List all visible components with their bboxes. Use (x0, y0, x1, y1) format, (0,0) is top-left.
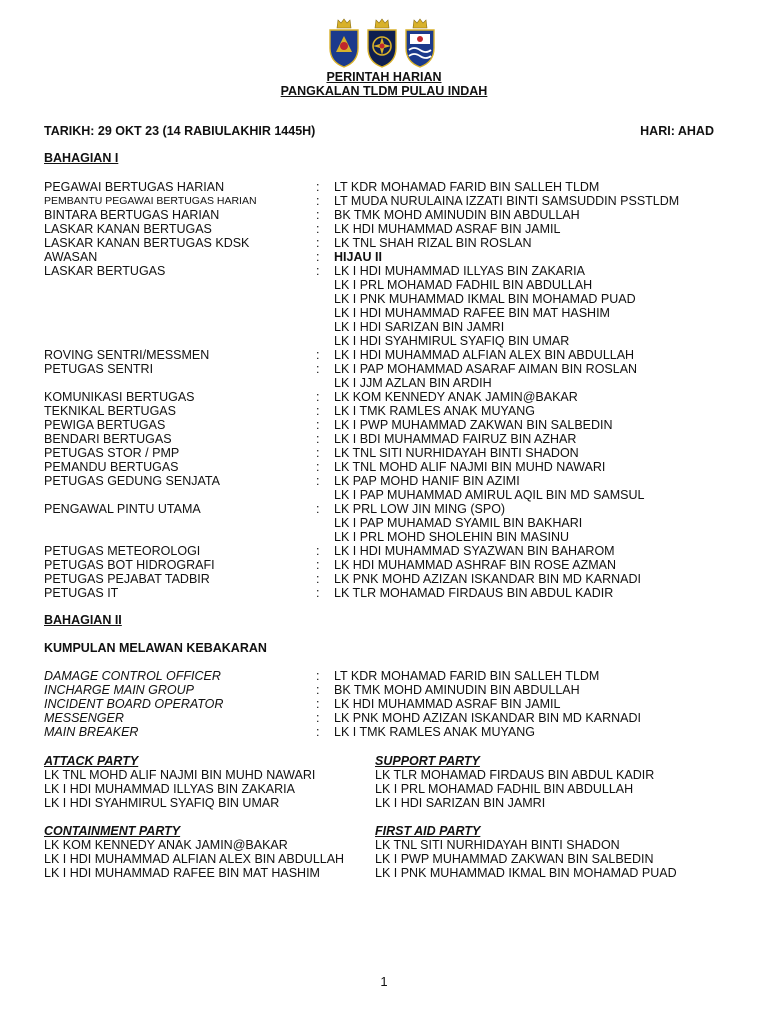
crest-group (326, 18, 438, 68)
roster-role-label: LASKAR KANAN BERTUGAS KDSK (44, 236, 250, 250)
roster-assignee: LK I HDI SYAHMIRUL SYAFIQ BIN UMAR (334, 334, 570, 348)
roster-colon: : (316, 558, 320, 572)
section-heading-bahagian-1: BAHAGIAN I (44, 151, 119, 165)
roster-assignee: LK I HDI MUHAMMAD ILLYAS BIN ZAKARIA (334, 264, 585, 278)
date-line (44, 124, 714, 138)
roster-colon: : (316, 362, 320, 376)
duty-roster-list-continued (44, 502, 744, 600)
roster-row (44, 432, 744, 446)
roster-row (44, 544, 744, 558)
roster-assignee: LK PNK MOHD AZIZAN ISKANDAR BIN MD KARNADI (334, 711, 641, 725)
roster-row (44, 502, 744, 516)
roster-colon: : (316, 236, 320, 250)
party-member: LK I HDI MUHAMMAD RAFEE BIN MAT HASHIM (44, 866, 320, 880)
roster-role-label: PETUGAS IT (44, 586, 119, 600)
roster-assignee: LK I HDI MUHAMMAD ALFIAN ALEX BIN ABDULLAH (334, 348, 635, 362)
party-member: LK I PRL MOHAMAD FADHIL BIN ABDULLAH (375, 782, 634, 796)
roster-assignee: LK HDI MUHAMMAD ASRAF BIN JAMIL (334, 222, 561, 236)
roster-colon (316, 306, 334, 320)
roster-row (44, 488, 744, 502)
roster-role-label: PETUGAS SENTRI (44, 362, 154, 376)
roster-assignee: LK TNL SHAH RIZAL BIN ROSLAN (334, 236, 532, 250)
roster-role-label: BINTARA BERTUGAS HARIAN (44, 208, 220, 222)
roster-assignee: LK KOM KENNEDY ANAK JAMIN@BAKAR (334, 390, 578, 404)
roster-colon (316, 530, 334, 544)
navy-crest-icon (364, 18, 400, 68)
roster-row (44, 362, 744, 376)
roster-assignee: HIJAU II (334, 250, 382, 264)
roster-row (44, 208, 744, 222)
duty-roster-list (44, 180, 744, 502)
roster-assignee: LK I PNK MUHAMMAD IKMAL BIN MOHAMAD PUAD (334, 292, 636, 306)
roster-role-label (44, 334, 316, 348)
roster-role-label: DAMAGE CONTROL OFFICER (44, 669, 221, 683)
roster-assignee: LK TNL MOHD ALIF NAJMI BIN MUHD NAWARI (334, 460, 606, 474)
roster-role-label: MESSENGER (44, 711, 124, 725)
party-name: SUPPORT PARTY (375, 754, 480, 768)
roster-colon: : (316, 502, 320, 516)
roster-row (44, 278, 744, 292)
roster-role-label (44, 278, 316, 292)
roster-row (44, 697, 744, 711)
roster-colon: : (316, 683, 320, 697)
roster-assignee: LK I TMK RAMLES ANAK MUYANG (334, 725, 535, 739)
roster-role-label (44, 306, 316, 320)
roster-colon: : (316, 222, 320, 236)
section-heading-bahagian-2: BAHAGIAN II (44, 613, 122, 627)
roster-row (44, 530, 744, 544)
roster-assignee: LT MUDA NURULAINA IZZATI BINTI SAMSUDDIN PSSTLDM (334, 194, 680, 208)
roster-assignee: LK I HDI MUHAMMAD RAFEE BIN MAT HASHIM (334, 306, 610, 320)
roster-colon (316, 516, 334, 530)
roster-assignee: LK PRL LOW JIN MING (SPO) (334, 502, 506, 516)
roster-assignee: LK I PAP MOHAMMAD ASARAF AIMAN BIN ROSLAN (334, 362, 638, 376)
roster-colon: : (316, 432, 320, 446)
roster-colon (316, 376, 334, 390)
party-name: FIRST AID PARTY (375, 824, 481, 838)
roster-colon: : (316, 348, 320, 362)
roster-row (44, 516, 744, 530)
party-name: CONTAINMENT PARTY (44, 824, 181, 838)
roster-assignee: LK HDI MUHAMMAD ASHRAF BIN ROSE AZMAN (334, 558, 616, 572)
party-member: LK TLR MOHAMAD FIRDAUS BIN ABDUL KADIR (375, 768, 655, 782)
roster-role-label: MAIN BREAKER (44, 725, 139, 739)
roster-role-label: INCHARGE MAIN GROUP (44, 683, 195, 697)
navy-crest-icon (402, 18, 438, 68)
party-member: LK I PNK MUHAMMAD IKMAL BIN MOHAMAD PUAD (375, 866, 677, 880)
roster-row (44, 586, 744, 600)
roster-row (44, 250, 744, 264)
roster-row (44, 572, 744, 586)
roster-role-label: BENDARI BERTUGAS (44, 432, 172, 446)
roster-assignee: LK I HDI MUHAMMAD SYAZWAN BIN BAHAROM (334, 544, 615, 558)
party-member: LK KOM KENNEDY ANAK JAMIN@BAKAR (44, 838, 288, 852)
roster-colon: : (316, 697, 320, 711)
party-member: LK I HDI MUHAMMAD ALFIAN ALEX BIN ABDULLAH (44, 852, 345, 866)
roster-role-label (44, 320, 316, 334)
roster-row (44, 711, 744, 725)
roster-role-label: AWASAN (44, 250, 98, 264)
party-member: LK TNL SITI NURHIDAYAH BINTI SHADON (375, 838, 620, 852)
roster-assignee: LK I BDI MUHAMMAD FAIRUZ BIN AZHAR (334, 432, 577, 446)
roster-role-label (44, 516, 316, 530)
firefighting-roles-list (44, 669, 744, 739)
roster-row (44, 725, 744, 739)
roster-assignee: LK I JJM AZLAN BIN ARDIH (334, 376, 492, 390)
roster-role-label: INCIDENT BOARD OPERATOR (44, 697, 224, 711)
party-member: LK I HDI SARIZAN BIN JAMRI (375, 796, 546, 810)
roster-row (44, 236, 744, 250)
roster-assignee: LK I PAP MUHAMAD SYAMIL BIN BAKHARI (334, 516, 583, 530)
roster-row (44, 194, 744, 208)
roster-role-label: LASKAR BERTUGAS (44, 264, 166, 278)
day-label: HARI: AHAD (640, 124, 714, 138)
roster-assignee: LK TLR MOHAMAD FIRDAUS BIN ABDUL KADIR (334, 586, 614, 600)
roster-assignee: LK HDI MUHAMMAD ASRAF BIN JAMIL (334, 697, 561, 711)
section-subheading-firefighting: KUMPULAN MELAWAN KEBAKARAN (44, 641, 267, 655)
navy-crest-icon (326, 18, 362, 68)
roster-row (44, 669, 744, 683)
roster-assignee: LK PAP MOHD HANIF BIN AZIMI (334, 474, 520, 488)
roster-assignee: LT KDR MOHAMAD FARID BIN SALLEH TLDM (334, 180, 600, 194)
roster-role-label: PETUGAS STOR / PMP (44, 446, 180, 460)
roster-role-label: PEGAWAI BERTUGAS HARIAN (44, 180, 225, 194)
roster-colon: : (316, 194, 320, 208)
roster-colon: : (316, 669, 320, 683)
roster-colon: : (316, 572, 320, 586)
roster-row (44, 376, 744, 390)
roster-role-label (44, 292, 316, 306)
roster-role-label: PETUGAS METEOROLOGI (44, 544, 201, 558)
roster-role-label: ROVING SENTRI/MESSMEN (44, 348, 210, 362)
roster-colon: : (316, 404, 320, 418)
roster-colon (316, 320, 334, 334)
roster-colon: : (316, 544, 320, 558)
roster-colon: : (316, 474, 320, 488)
roster-role-label (44, 376, 316, 390)
roster-colon (316, 292, 334, 306)
roster-colon (316, 334, 334, 348)
roster-colon: : (316, 586, 320, 600)
roster-row (44, 222, 744, 236)
roster-colon: : (316, 250, 320, 264)
date-label: TARIKH: 29 OKT 23 (14 RABIULAKHIR 1445H) (44, 124, 316, 138)
roster-colon (316, 488, 334, 502)
roster-assignee: LK I PRL MOHAMAD FADHIL BIN ABDULLAH (334, 278, 593, 292)
roster-colon: : (316, 460, 320, 474)
roster-row (44, 348, 744, 362)
roster-row (44, 558, 744, 572)
roster-row (44, 460, 744, 474)
roster-colon (316, 278, 334, 292)
party-attack (44, 754, 374, 810)
roster-colon: : (316, 418, 320, 432)
roster-role-label: PEMANDU BERTUGAS (44, 460, 179, 474)
roster-role-label: TEKNIKAL BERTUGAS (44, 404, 176, 418)
roster-role-label: LASKAR KANAN BERTUGAS (44, 222, 212, 236)
roster-row (44, 390, 744, 404)
roster-assignee: LK TNL SITI NURHIDAYAH BINTI SHADON (334, 446, 579, 460)
party-member: LK I PWP MUHAMMAD ZAKWAN BIN SALBEDIN (375, 852, 654, 866)
roster-role-label: PETUGAS PEJABAT TADBIR (44, 572, 210, 586)
roster-role-label: PEWIGA BERTUGAS (44, 418, 166, 432)
roster-row (44, 292, 744, 306)
roster-assignee: BK TMK MOHD AMINUDIN BIN ABDULLAH (334, 683, 580, 697)
party-member: LK I HDI SYAHMIRUL SYAFIQ BIN UMAR (44, 796, 280, 810)
roster-colon: : (316, 446, 320, 460)
roster-assignee: LK I PAP MUHAMMAD AMIRUL AQIL BIN MD SAMSUL (334, 488, 645, 502)
party-name: ATTACK PARTY (44, 754, 139, 768)
roster-row (44, 306, 744, 320)
roster-row (44, 264, 744, 278)
roster-colon: : (316, 208, 320, 222)
roster-colon: : (316, 180, 320, 194)
roster-row (44, 334, 744, 348)
roster-role-label: PEMBANTU PEGAWAI BERTUGAS HARIAN (44, 195, 257, 207)
roster-row (44, 404, 744, 418)
roster-assignee: LK I HDI SARIZAN BIN JAMRI (334, 320, 505, 334)
roster-assignee: LT KDR MOHAMAD FARID BIN SALLEH TLDM (334, 669, 600, 683)
party-support (375, 754, 705, 810)
roster-role-label: PETUGAS BOT HIDROGRAFI (44, 558, 215, 572)
roster-role-label (44, 488, 316, 502)
document-title: PERINTAH HARIAN (326, 70, 442, 84)
page-number: 1 (380, 974, 388, 989)
roster-role-label: KOMUNIKASI BERTUGAS (44, 390, 195, 404)
roster-row (44, 180, 744, 194)
roster-assignee: LK I PWP MUHAMMAD ZAKWAN BIN SALBEDIN (334, 418, 613, 432)
document-subtitle: PANGKALAN TLDM PULAU INDAH (280, 84, 488, 98)
roster-assignee: BK TMK MOHD AMINUDIN BIN ABDULLAH (334, 208, 580, 222)
roster-row (44, 418, 744, 432)
roster-assignee: LK PNK MOHD AZIZAN ISKANDAR BIN MD KARNADI (334, 572, 641, 586)
roster-assignee: LK I TMK RAMLES ANAK MUYANG (334, 404, 535, 418)
roster-colon: : (316, 711, 320, 725)
party-first-aid (375, 824, 705, 880)
roster-colon: : (316, 725, 320, 739)
party-containment (44, 824, 374, 880)
party-member: LK TNL MOHD ALIF NAJMI BIN MUHD NAWARI (44, 768, 316, 782)
roster-row (44, 683, 744, 697)
roster-role-label: PENGAWAL PINTU UTAMA (44, 502, 201, 516)
party-member: LK I HDI MUHAMMAD ILLYAS BIN ZAKARIA (44, 782, 295, 796)
roster-row (44, 446, 744, 460)
roster-assignee: LK I PRL MOHD SHOLEHIN BIN MASINU (334, 530, 569, 544)
roster-row (44, 320, 744, 334)
roster-row (44, 474, 744, 488)
roster-role-label (44, 530, 316, 544)
roster-role-label: PETUGAS GEDUNG SENJATA (44, 474, 220, 488)
roster-colon: : (316, 264, 320, 278)
roster-colon: : (316, 390, 320, 404)
